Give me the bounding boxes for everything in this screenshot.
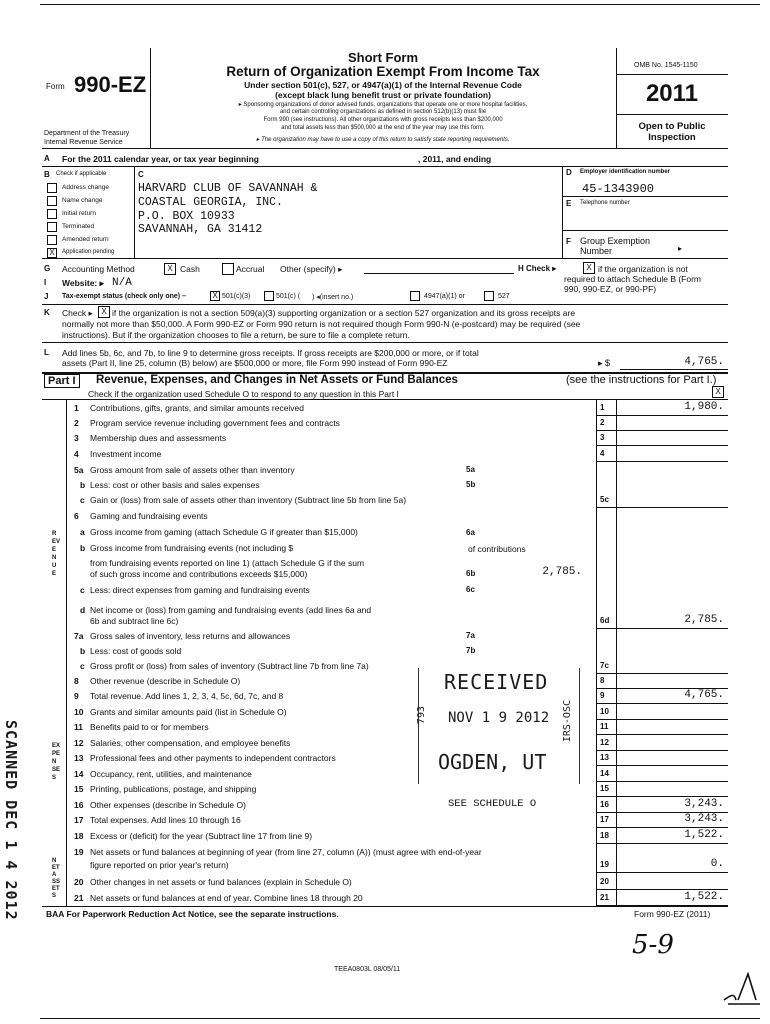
row-description: Other expenses (describe in Schedule O) xyxy=(90,800,246,810)
row-number: a xyxy=(80,527,85,537)
tax-year: 2011 xyxy=(645,80,699,107)
row-divider xyxy=(596,628,728,629)
website-value: N/A xyxy=(112,277,132,289)
527-label: 527 xyxy=(498,293,510,300)
line-a-letter: A xyxy=(44,154,50,163)
row-box-number: 18 xyxy=(600,831,609,840)
copy-note: ▸ The organization may have to use a copy of this return to satisfy state reporting requirements. xyxy=(256,137,510,143)
line-6b-amount: 2,785. xyxy=(542,566,582,578)
row-box-number: 11 xyxy=(600,722,609,731)
row-number: d xyxy=(80,605,86,615)
open-public: Open to Public xyxy=(638,121,706,132)
row-box-number: 14 xyxy=(600,769,609,778)
arrow-icon: ▸ xyxy=(678,244,683,253)
row-box-number: 3 xyxy=(600,433,605,442)
received-stamp: RECEIVED xyxy=(444,670,549,694)
form-prefix: Form xyxy=(46,82,65,91)
part1-title-note: (see the instructions for Part I.) xyxy=(566,374,717,386)
row-number: 9 xyxy=(74,691,79,701)
schedule-o-checkbox[interactable]: X xyxy=(712,386,724,398)
part1-label: Part I xyxy=(44,374,80,388)
org-name-line2: COASTAL GEORGIA, INC. xyxy=(138,196,283,209)
year-rule xyxy=(616,114,728,115)
under-section: Under section 501(c), 527, or 4947(a)(1) of the Internal Revenue Code xyxy=(244,80,522,90)
initial-return-label: Initial return xyxy=(62,210,96,217)
application-pending-checkbox[interactable]: X xyxy=(47,248,57,258)
k-checkbox[interactable]: X xyxy=(98,306,110,318)
k-text-line2: normally not more than $50,000. A Form 990-EZ or Form 990 return is not required though Form 990-N (e-postcard) may be required (see xyxy=(62,319,581,329)
tax-exempt-label: Tax-exempt status (check only one) – xyxy=(62,293,186,300)
row-box-number: 21 xyxy=(600,893,609,902)
501c-checkbox[interactable] xyxy=(264,291,274,301)
name-change-checkbox[interactable] xyxy=(47,196,57,206)
501c-label: 501(c) ( xyxy=(276,293,301,300)
h-text-line3: 990, 990-EZ, or 990-PF) xyxy=(564,284,657,294)
line-a-text: For the 2011 calendar year, or tax year beginning xyxy=(62,154,259,164)
received-date-stamp: NOV 1 9 2012 xyxy=(448,710,550,726)
row-number: 20 xyxy=(74,877,84,887)
row-description: Gaming and fundraising events xyxy=(90,511,208,521)
row-number: 3 xyxy=(74,433,79,443)
row-box-number: 10 xyxy=(600,707,609,716)
stamp-left-code: 793 xyxy=(416,706,427,725)
527-checkbox[interactable] xyxy=(484,291,494,301)
header-bottom-rule xyxy=(42,148,728,149)
row-description: Investment income xyxy=(90,449,162,459)
telephone-label: Telephone number xyxy=(580,200,630,206)
row-number: 4 xyxy=(74,449,79,459)
row-divider xyxy=(596,703,728,704)
row-divider xyxy=(596,415,728,416)
row-number: c xyxy=(80,661,85,671)
row-description: Total revenue. Add lines 1, 2, 3, 4, 5c, 6d, 7c, and 8 xyxy=(90,691,284,701)
row-number: 11 xyxy=(74,722,83,732)
row-description: Gross income from fundraising events (not including $ xyxy=(90,543,294,553)
row-box-number: 1 xyxy=(600,403,605,412)
h-text-line2: required to attach Schedule B (Form xyxy=(564,274,702,284)
irs-label: Internal Revenue Service xyxy=(44,139,123,146)
row-description: Excess or (deficit) for the year (Subtract line 17 from line 9) xyxy=(90,831,313,841)
received-location-stamp: OGDEN, UT xyxy=(438,750,547,774)
amended-return-checkbox[interactable] xyxy=(47,235,57,245)
row-number: 14 xyxy=(74,769,84,779)
row-description: Total expenses. Add lines 10 through 16 xyxy=(90,815,241,825)
row-box-number: 15 xyxy=(600,784,609,793)
row-description: Printing, publications, postage, and shipping xyxy=(90,784,257,794)
amended-return-label: Amended return xyxy=(62,236,109,243)
name-change-label: Name change xyxy=(62,197,103,204)
row-amount: 0. xyxy=(710,858,724,870)
row-number: 10 xyxy=(74,707,84,717)
row-divider xyxy=(596,673,728,674)
row-divider xyxy=(596,781,728,782)
row-box-number: 9 xyxy=(600,691,605,700)
row-amount: 4,765. xyxy=(684,689,724,701)
row-box-number: 2 xyxy=(600,418,605,427)
form-code: TEEA0803L 08/05/11 xyxy=(334,966,401,973)
assets-note: and total assets less than $500,000 at the end of the year may use this form. xyxy=(281,125,485,131)
row-description: Less: cost or other basis and sales expenses xyxy=(90,480,260,490)
row-description: Less: direct expenses from gaming and fundraising events xyxy=(90,585,310,595)
k-text-line1: if the organization is not a section 509(a)(3) supporting organization or a section 527 organization and its gross receipts are xyxy=(112,308,576,318)
schedule-b-checkbox[interactable]: X xyxy=(583,262,595,274)
row-description: Gross profit or (loss) from sales of inventory (Subtract line 7b from line 7a) xyxy=(90,661,369,671)
row-divider xyxy=(596,445,728,446)
row-description: Gross income from gaming (attach Schedule G if greater than $15,000) xyxy=(90,527,358,537)
row-divider xyxy=(596,719,728,720)
handwritten-mark xyxy=(720,970,764,1010)
inline-box-5a: 5a xyxy=(466,465,475,474)
row-amount: 1,522. xyxy=(684,891,724,903)
org-address-line1: P.O. BOX 10933 xyxy=(138,210,235,223)
omb-rule xyxy=(616,74,728,75)
of-contributions: of contributions xyxy=(468,544,526,554)
l-text-line2: assets (Part II, line 25, column (B) below) are $500,000 or more, file Form 990 instead of Form 990-EZ xyxy=(62,358,448,368)
address-change-label: Address change xyxy=(62,184,109,191)
part1-title: Revenue, Expenses, and Changes in Net Assets or Fund Balances xyxy=(96,374,458,386)
row-divider xyxy=(596,889,728,890)
row-divider xyxy=(596,430,728,431)
row-divider xyxy=(596,827,728,828)
ein-label: Employer identification number xyxy=(580,169,671,175)
scanned-stamp: SCANNED DEC 1 4 2012 xyxy=(2,720,20,921)
501c3-label: 501(c)(3) xyxy=(222,293,251,300)
row-amount: 1,980. xyxy=(684,401,724,413)
row-box-number: 17 xyxy=(600,815,609,824)
row-box-number: 13 xyxy=(600,753,609,762)
inline-box-6b: 6b xyxy=(466,569,476,578)
top-rule xyxy=(40,4,760,5)
row-description: from fundraising events reported on line 1) (attach Schedule G if the sum xyxy=(90,558,365,568)
row-amount: 2,785. xyxy=(684,614,724,626)
4947-label: 4947(a)(1) or xyxy=(424,293,465,300)
row-description: Net assets or fund balances at end of year. Combine lines 18 through 20 xyxy=(90,893,363,903)
row-number: 16 xyxy=(74,800,84,810)
l-text-line1: Add lines 5b, 6c, and 7b, to line 9 to determine gross receipts. If gross receipts are $200,000 or more, or if total xyxy=(62,348,479,358)
initial-return-checkbox[interactable] xyxy=(47,209,57,219)
row-description: Net income or (loss) from gaming and fundraising events (add lines 6a and xyxy=(90,605,372,615)
h-label: H Check ▸ xyxy=(518,264,557,273)
row-description: of such gross income and contributions exceeds $15,000) xyxy=(90,569,308,579)
row-number: 17 xyxy=(74,815,84,825)
row-divider xyxy=(596,734,728,735)
row-description: Other revenue (describe in Schedule O) xyxy=(90,676,241,686)
other-method-label: Other (specify) ▸ xyxy=(280,264,343,274)
row-number: b xyxy=(80,646,86,656)
short-form: Short Form xyxy=(347,50,419,65)
c-label: C xyxy=(138,170,144,179)
sponsoring-note: ▸ Sponsoring organizations of donor advised funds, organizations that operate one or more hospital facilities, xyxy=(238,102,528,108)
inline-box-6c: 6c xyxy=(466,585,475,594)
inline-box-7a: 7a xyxy=(466,631,475,640)
side-label-revenue: REVENUE xyxy=(52,531,61,577)
cash-checkbox[interactable]: X xyxy=(164,263,176,275)
inline-box-7b: 7b xyxy=(466,646,476,655)
address-change-checkbox[interactable] xyxy=(47,183,57,193)
row-amount: 3,243. xyxy=(684,798,724,810)
application-pending-label: Application pending xyxy=(62,249,115,255)
row-box-number: 5c xyxy=(600,495,609,504)
row-number: 18 xyxy=(74,831,84,841)
org-name-line1: HARVARD CLUB OF SAVANNAH & xyxy=(138,182,318,195)
form-title: Return of Organization Exempt From Income Tax xyxy=(226,64,540,79)
row-number: 1 xyxy=(74,403,79,413)
baa-notice: BAA For Paperwork Reduction Act Notice, see the separate instructions. xyxy=(46,909,339,919)
insert-no-label: ) ◂(insert no.) xyxy=(312,294,354,301)
gross-receipts-amount: 4,765. xyxy=(684,356,724,368)
inline-box-5b: 5b xyxy=(466,480,476,489)
row-number: b xyxy=(80,543,86,553)
row-number: 12 xyxy=(74,738,84,748)
website-label: Website: ▸ xyxy=(62,278,104,288)
row-divider xyxy=(596,507,728,508)
row-number: 21 xyxy=(74,893,84,903)
501c3-checkbox[interactable]: X xyxy=(210,291,220,301)
inline-box-6a: 6a xyxy=(466,528,475,537)
row-box-number: 6d xyxy=(600,616,610,625)
schedule-o-text: Check if the organization used Schedule O to respond to any question in this Part I xyxy=(88,389,399,399)
row-number: 15 xyxy=(74,784,84,794)
row-description: Benefits paid to or for members xyxy=(90,722,209,732)
terminated-label: Terminated xyxy=(62,223,95,230)
row-divider xyxy=(596,843,728,844)
dept-label: Department of the Treasury xyxy=(44,130,130,137)
row-description: Gross amount from sale of assets other than inventory xyxy=(90,465,295,475)
row-description: Gross sales of inventory, less returns and allowances xyxy=(90,631,291,641)
side-label-expenses: EXPENSES xyxy=(52,743,61,781)
terminated-checkbox[interactable] xyxy=(47,222,57,232)
row-box-number: 20 xyxy=(600,877,609,886)
row-description: Occupancy, rent, utilities, and maintenance xyxy=(90,769,252,779)
row-description: Gain or (loss) from sale of assets other than inventory (Subtract line 5b from line 5a) xyxy=(90,495,407,505)
row-box-number: 7c xyxy=(600,661,609,670)
row-description: Membership dues and assessments xyxy=(90,433,227,443)
row-number: 5a xyxy=(74,465,84,475)
row-divider xyxy=(596,765,728,766)
row-number: c xyxy=(80,495,85,505)
h-text-line1: if the organization is not xyxy=(598,264,688,274)
row-box-number: 4 xyxy=(600,449,605,458)
cash-label: Cash xyxy=(180,264,200,274)
row-divider xyxy=(596,461,728,462)
form-number: 990-EZ xyxy=(74,72,147,97)
row-number: c xyxy=(80,585,85,595)
row-description: Other changes in net assets or fund balances (explain in Schedule O) xyxy=(90,877,352,887)
line-a-rule xyxy=(42,166,728,167)
row-number: 8 xyxy=(74,676,79,686)
row-number: 19 xyxy=(74,847,84,857)
row-box-number: 12 xyxy=(600,738,609,747)
accrual-label: Accrual xyxy=(236,264,265,274)
row-divider xyxy=(596,872,728,873)
row-number: 2 xyxy=(74,418,79,428)
stamp-right-code: IRS-OSC xyxy=(562,700,573,743)
form-reference: Form 990-EZ (2011) xyxy=(634,909,711,919)
certain-note: and certain controlling organizations as defined in section 512(b)(13) must file xyxy=(279,109,487,115)
row-amount: 3,243. xyxy=(684,813,724,825)
line-a-ending: , 2011, and ending xyxy=(418,154,492,164)
row-box-number: 8 xyxy=(600,676,605,685)
row-amount: 1,522. xyxy=(684,829,724,841)
row-number: 6 xyxy=(74,511,79,521)
row-number: 13 xyxy=(74,753,84,763)
accrual-checkbox[interactable] xyxy=(222,263,234,275)
ein-value: 45-1343900 xyxy=(582,182,655,196)
row-number: b xyxy=(80,480,86,490)
row-box-number: 16 xyxy=(600,800,609,809)
row-description: Grants and similar amounts paid (list in Schedule O) xyxy=(90,707,287,717)
row-description: Net assets or fund balances at beginning of year (from line 27, column (A)) (must agree with end-of-year xyxy=(90,847,482,857)
check-applicable: Check if applicable xyxy=(56,171,107,177)
row-description: Contributions, gifts, grants, and similar amounts received xyxy=(90,403,305,413)
see-schedule-o: SEE SCHEDULE O xyxy=(448,798,537,810)
omb-number: OMB No. 1545-1150 xyxy=(634,62,698,69)
org-address-line2: SAVANNAH, GA 31412 xyxy=(138,223,263,236)
inspection-label: Inspection xyxy=(648,132,696,143)
row-description: Program service revenue including government fees and contracts xyxy=(90,418,340,428)
4947-checkbox[interactable] xyxy=(410,291,420,301)
row-description: Salaries, other compensation, and employee benefits xyxy=(90,738,291,748)
row-number: 7a xyxy=(74,631,84,641)
form990-note: Form 990 (see instructions). All other organizations with gross receipts less than $200,000 xyxy=(263,117,503,123)
group-exemption-label: Group Exemption xyxy=(580,236,651,246)
except-note: (except black lung benefit trust or private foundation) xyxy=(275,90,491,100)
row-divider xyxy=(596,796,728,797)
row-description: Professional fees and other payments to independent contractors xyxy=(90,753,336,763)
group-exemption-number: Number xyxy=(580,246,613,256)
accounting-method-label: Accounting Method xyxy=(62,264,135,274)
handwritten-note: 5-9 xyxy=(632,930,674,960)
side-label-net-assets: NET ASSETS xyxy=(52,858,61,899)
row-box-number: 19 xyxy=(600,860,609,869)
row-description: Less: cost of goods sold xyxy=(90,646,182,656)
row-divider xyxy=(596,750,728,751)
row-description: figure reported on prior year's return) xyxy=(90,860,229,870)
k-text-line3: instructions). But if the organization chooses to file a return, be sure to file a complete return. xyxy=(62,330,410,340)
row-description: 6b and subtract line 6c) xyxy=(90,616,179,626)
